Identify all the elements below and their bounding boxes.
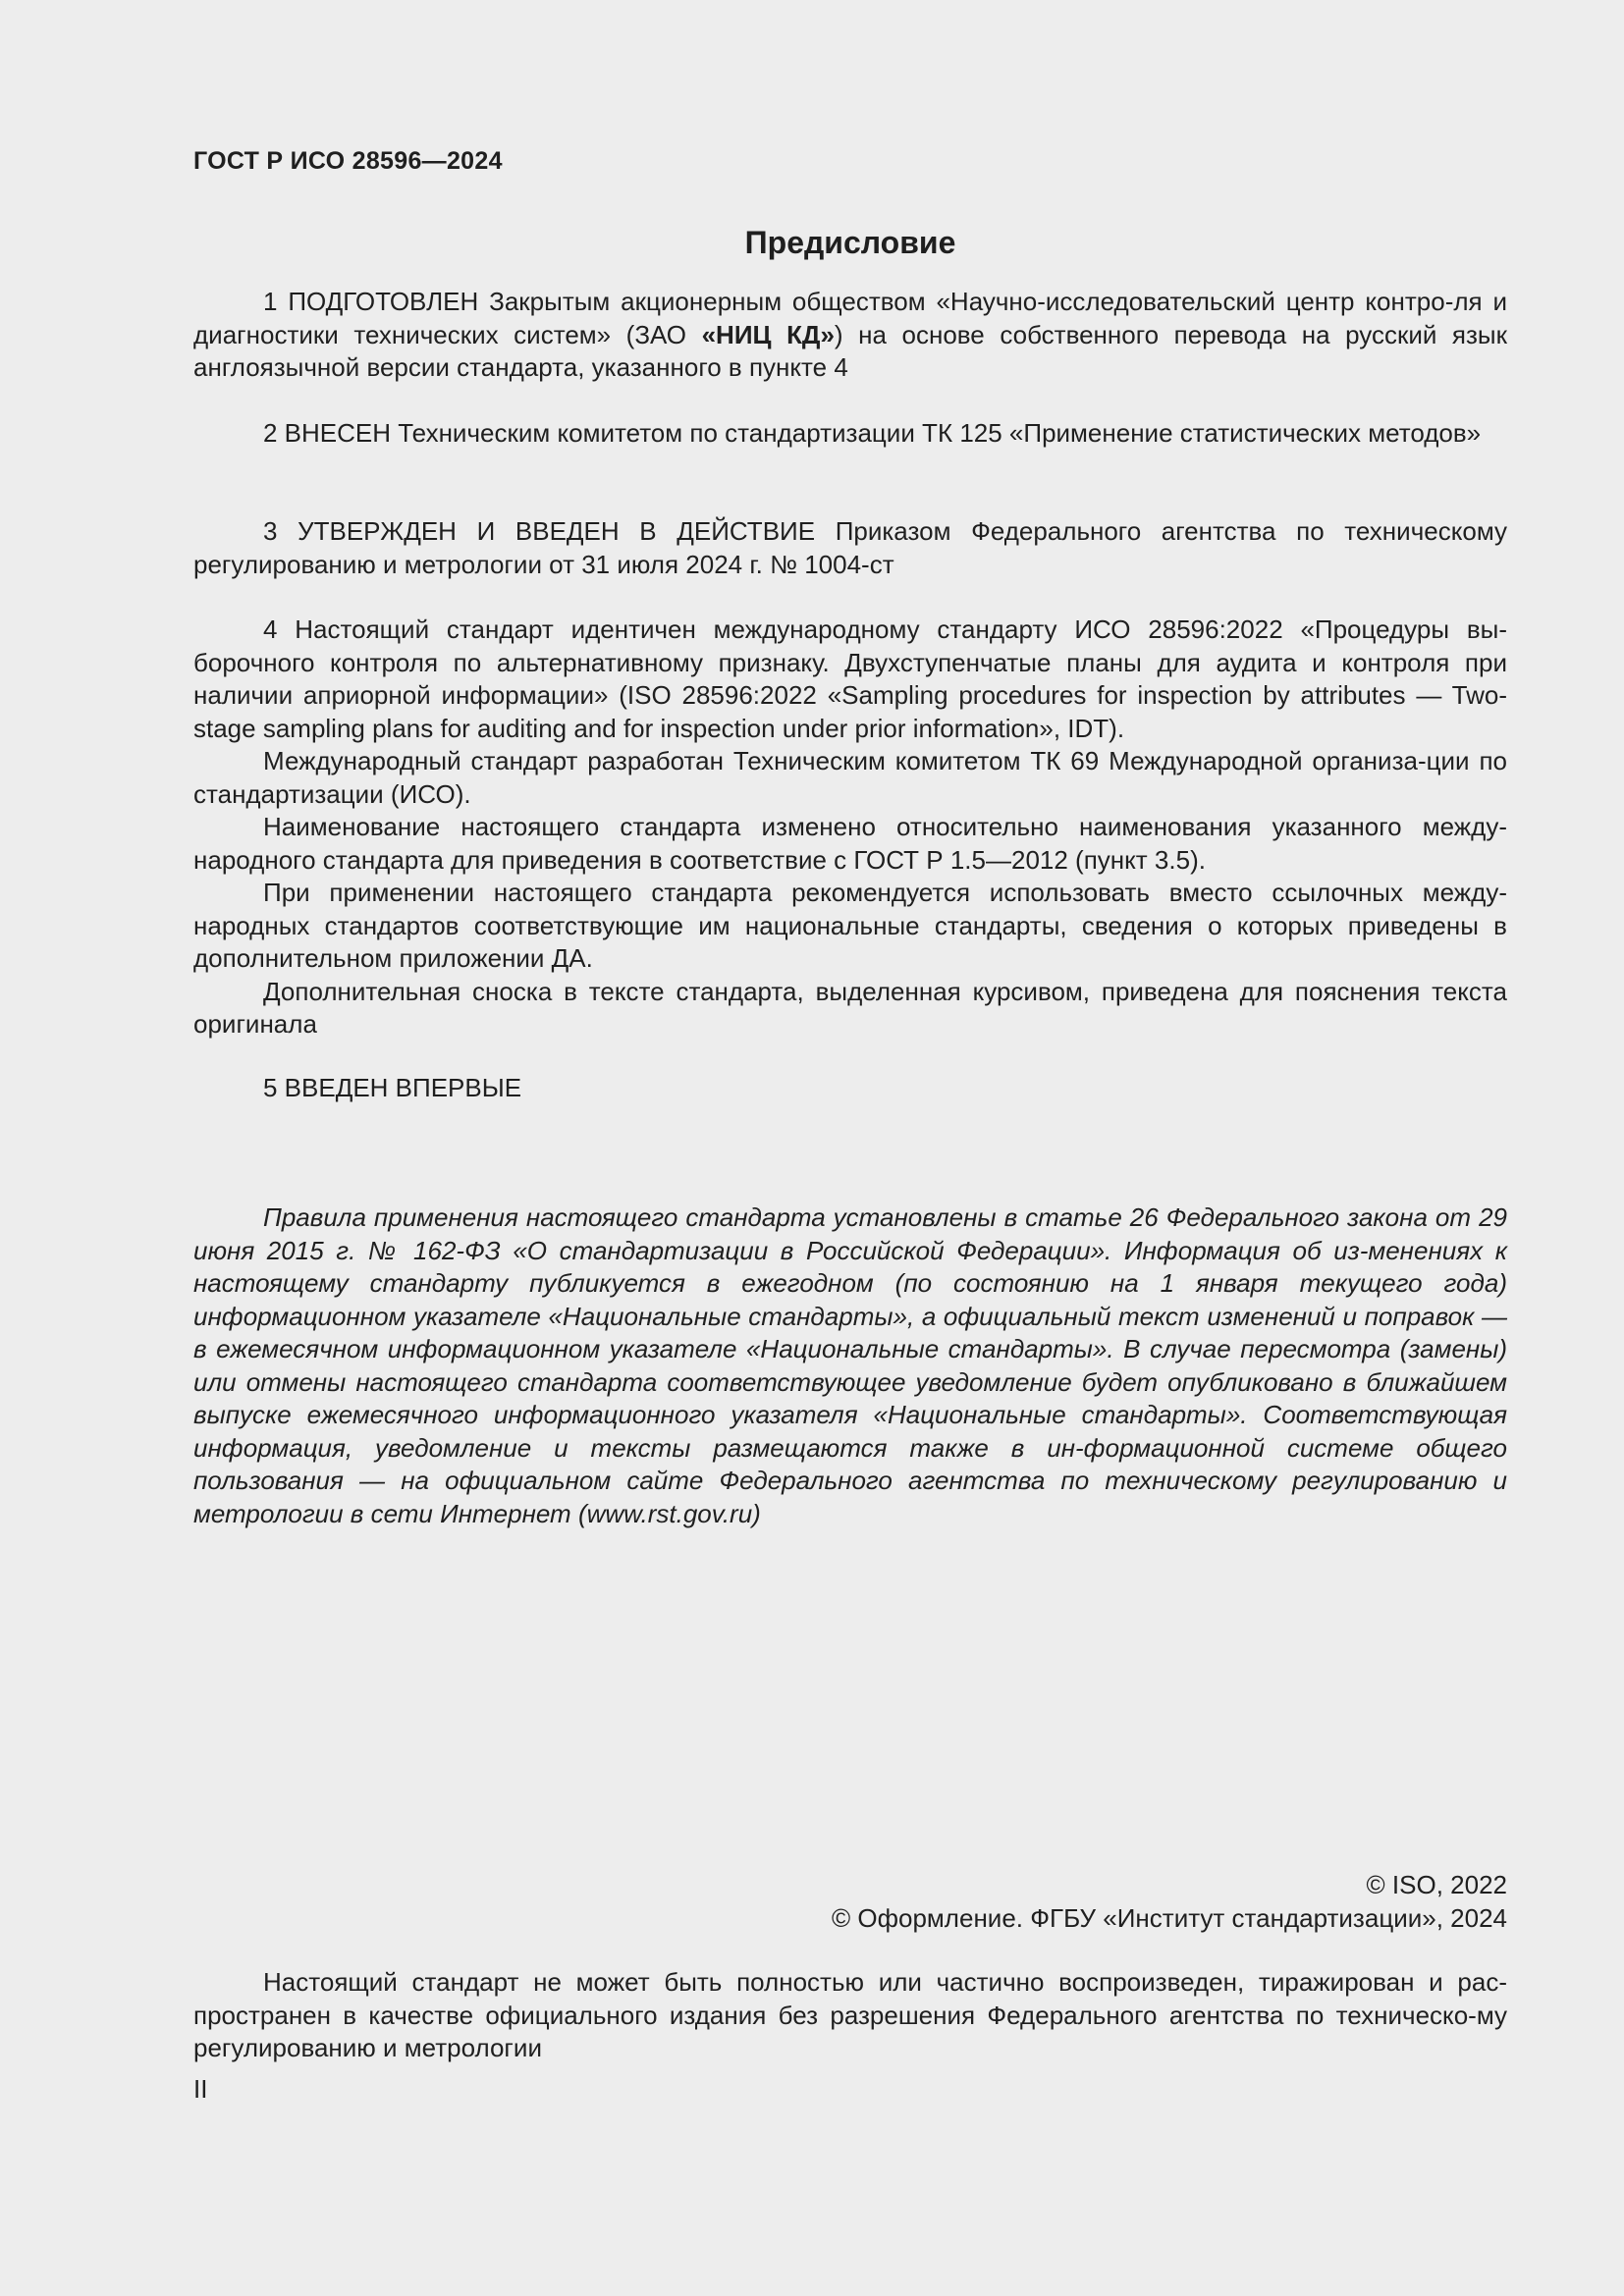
application-rules-text: Правила применения настоящего стандарта установлены в статье 26 Федерального закона от 29 июня 2015 г. № 162-ФЗ «О стандартизации в Российской Федерации». Информация об из-менениях к настоящему стандарту публикуется в ежегодном (по состоянию на 1 января текущего года) информационном указателе «Национальные стандарты», а официальный текст изменений и поправок — в ежемесячном информационном указателе «Национальные стандарты». В случае пересмотра (замены) или отмены настоящего стандарта соответствующее уведомление будет опубликовано в ближайшем выпуске ежемесячного информационного указателя «Национальные стандарты». Соответствующая информация, уведомление и тексты размещаются также в ин-формационной системе общего пользования — на официальном сайте Федерального агентства по техническому регулированию и метрологии в сети Интернет (www.rst.gov.ru): [193, 1202, 1507, 1528]
item-4-paragraph-5: Дополнительная сноска в тексте стандарта, выделенная курсивом, приведена для пояснения текста оригинала: [193, 976, 1507, 1039]
item-3-text: 3 УТВЕРЖДЕН И ВВЕДЕН В ДЕЙСТВИЕ Приказом Федерального агентства по техническому регулированию и метрологии от 31 июля 2024 г. № 1004-ст: [193, 516, 1507, 579]
item-4-paragraph-1: 4 Настоящий стандарт идентичен международному стандарту ИСО 28596:2022 «Процедуры вы-борочного контроля по альтернативному признаку. Двухступенчатые планы для аудита и контроля при наличии априорной информации» (ISO 28596:2022 «Sampling procedures for inspection by attributes — Two-stage sampling plans for auditing and for inspection under prior information», IDT).: [193, 614, 1507, 743]
item-1-tail: ) на основе собственного перевода на русский язык англоязычной версии стандарта, указанного в пункте 4: [193, 319, 1507, 382]
item-1-org-abbr: «НИЦ КД»: [701, 319, 835, 349]
item-1-lead: 1 ПОДГОТОВЛЕН Закрытым акционерным обществом «Научно-исследовательский центр контро-ля и диагностики технических систем» (ЗАО: [193, 287, 1507, 349]
reproduction-notice: [193, 1966, 1507, 2065]
page-title: Предисловие: [744, 225, 956, 260]
item-4-paragraph-4: При применении настоящего стандарта рекомендуется использовать вместо ссылочных между-народных стандартов соответствующие им национальные стандарты, сведения о которых приведены в дополнительном приложении ДА.: [193, 878, 1507, 973]
reproduction-notice-text: Настоящий стандарт не может быть полностью или частично воспроизведен, тиражирован и рас-пространен в качестве официального издания без разрешения Федерального агентства по техническо-му регулированию и метрологии: [193, 1967, 1507, 2062]
foreword-item-4: [193, 614, 1507, 1041]
page-number: II: [193, 2074, 208, 2104]
copyright-design: © Оформление. ФГБУ «Институт стандартизации», 2024: [832, 1903, 1507, 1933]
copyright-block: [832, 1868, 1507, 1935]
copyright-iso: © ISO, 2022: [1366, 1870, 1507, 1899]
foreword-item-3: [193, 515, 1507, 581]
application-rules: [193, 1201, 1507, 1530]
document-header: ГОСТ Р ИСО 28596—2024: [193, 147, 503, 175]
foreword-item-2: [193, 417, 1507, 451]
foreword-item-1: [193, 286, 1507, 385]
item-5-text: 5 ВВЕДЕН ВПЕРВЫЕ: [263, 1073, 522, 1102]
item-4-paragraph-2: Международный стандарт разработан Техническим комитетом ТК 69 Международной организа-ции по стандартизации (ИСО).: [193, 746, 1507, 809]
item-4-paragraph-3: Наименование настоящего стандарта изменено относительно наименования указанного между-народного стандарта для приведения в соответствие с ГОСТ Р 1.5—2012 (пункт 3.5).: [193, 812, 1507, 875]
item-2-text: 2 ВНЕСЕН Техническим комитетом по стандартизации ТК 125 «Применение статистических методов»: [263, 418, 1482, 448]
document-page: [193, 0, 1507, 2296]
foreword-item-5: [193, 1072, 1507, 1105]
